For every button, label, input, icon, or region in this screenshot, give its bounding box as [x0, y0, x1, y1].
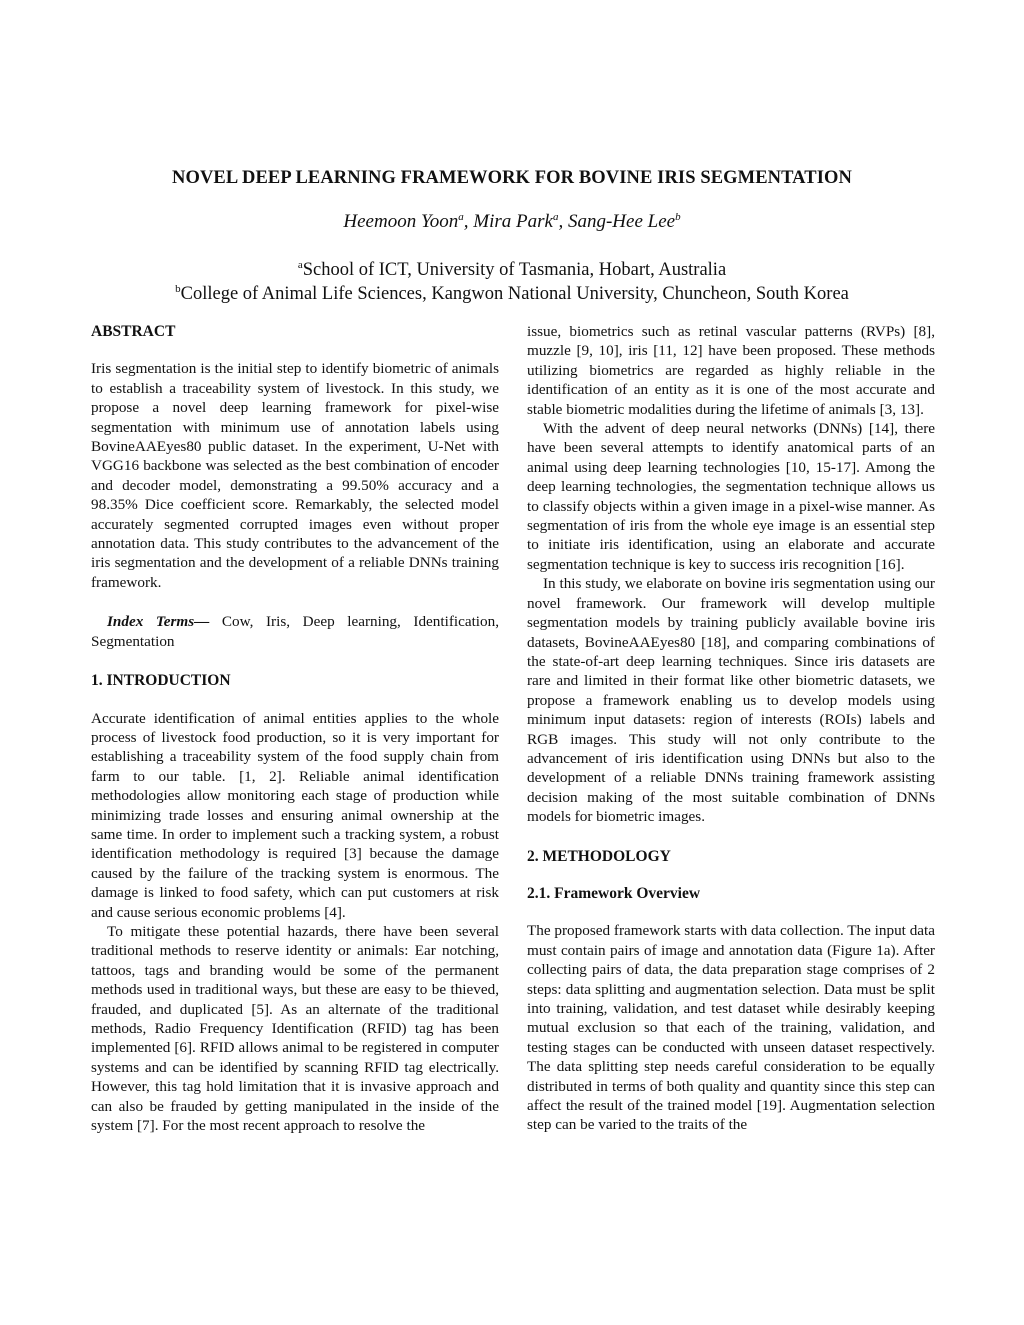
framework-overview-subheading: 2.1. Framework Overview	[527, 884, 701, 902]
index-terms-text: Cow, Iris, Deep learning, Identification, Segmentation	[91, 613, 499, 650]
affiliation-text: College of Animal Life Sciences, Kangwon National University, Chuncheon, South Korea	[180, 284, 849, 304]
author-name: Sang-Hee Lee	[567, 211, 676, 232]
index-terms-label: Index Terms—	[107, 613, 210, 631]
introduction-paragraph-continued: issue, biometrics such as retinal vascular patterns (RVPs) [8], muzzle [9, 10], iris [11, 12] have been proposed. These methods utilizing biometrics are regarded as highly reliable in the identification of an entity as it is one of the most accurate and stable biometric modalities during the lifetime of animals [3, 13].	[527, 323, 935, 418]
author-list	[0, 211, 1024, 233]
introduction-paragraph: Accurate identification of animal entities applies to the whole process of livestock food production, so it is very important for establishing a traceability system of the food supply chain from farm to our table. [1, 2]. Reliable animal identification methodologies allow monitoring each stage of production while minimizing trade losses and ensuring animal ownership at the same time. In order to implement such a tracking system, a robust identification methodology is required [3] because the damage caused by the failure of the tracking system is enormous. The damage is linked to food safety, which can put customers at risk and cause serious economic problems [4].	[91, 709, 499, 921]
methodology-heading: 2. METHODOLOGY	[527, 847, 671, 865]
introduction-paragraph: With the advent of deep neural networks (DNNs) [14], there have been several attempts to identify anatomical parts of an animal using deep learning technologies [10, 15-17]. Among the deep learning technologies, the segmentation technique allows us to classify objects within a given image in a pixel-wise manner. As segmentation of iris from the whole eye image is an essential step to initiate iris identification, using an elaborate and accurate segmentation technique is key to success iris recognition [16].	[527, 420, 935, 573]
affiliation-mark: a	[297, 259, 303, 271]
author-affiliation-mark: b	[675, 211, 681, 223]
introduction-paragraph: In this study, we elaborate on bovine iris segmentation using our novel framework. Our framework will develop multiple segmentation models by training publicly available bovine iris datasets, BovineAAEyes80 [18], and comparing combinations of the state-of-art deep learning techniques. Since iris datasets are rare and limited in their format like other biometric datasets, we propose a framework enabling us to develop models using minimum input datasets: region of interests (ROIs) labels and RGB images. This study will not only contribute to the advancement of iris identification using DNNs but also to the development of a reliable DNNs training framework assisting decision making of the most suitable combination of DNNs models for biometric images.	[527, 575, 935, 826]
abstract-heading: ABSTRACT	[91, 323, 176, 340]
author-affiliation-mark: a	[552, 211, 559, 223]
abstract-text: Iris segmentation is the initial step to identify biometric of animals to establish a traceability system of livestock. In this study, we propose a novel deep learning framework for pixel-wise segmentation with minimum use of annotation labels using BovineAAEyes80 public dataset. In the experiment, U-Net with VGG16 backbone was selected as the best combination of encoder and decoder model, demonstrating a 99.50% accuracy and a 98.35% Dice coefficient score. Remarkably, the selected model accurately segmented corrupted images even without proper annotation data. This study contributes to the advancement of the iris segmentation and the development of a reliable DNNs training framework.	[91, 360, 499, 591]
introduction-paragraph: To mitigate these potential hazards, there have been several traditional methods to reserve identity or animals: Ear notching, tattoos, tags and branding would be some of the permanent methods used in traditional ways, but these are easy to be thieved, frauded, and duplicated [5]. As an alternate of the traditional methods, Radio Frequency Identification (RFID) tag has been implemented [6]. RFID allows animal to be registered in computer systems and can be identified by scanning RFID tag electrically. However, this tag hold limitation that it is invasive approach and can also be frauded by getting manipulated in the inside of the system [7]. For the most recent approach to resolve the	[91, 922, 499, 1135]
affiliation-a	[0, 260, 1024, 281]
author-name: Mira Park	[473, 211, 553, 232]
introduction-heading: 1. INTRODUCTION	[91, 672, 231, 690]
author-separator: ,	[558, 211, 568, 232]
author-separator: ,	[463, 211, 474, 232]
author-name: Heemoon Yoon	[343, 211, 459, 232]
paper-title: NOVEL DEEP LEARNING FRAMEWORK FOR BOVINE IRIS SEGMENTATION	[172, 168, 852, 188]
index-terms	[91, 612, 499, 651]
methodology-paragraph: The proposed framework starts with data collection. The input data must contain pairs of image and annotation data (Figure 1a). After collecting pairs of data, the data preparation stage comprises of 2 steps: data splitting and augmentation selection. Data must be split into training, validation, and test dataset while desirably keeping mutual exclusion so that each of the training, validation, and testing stages can be conducted with unseen dataset respectively. The data splitting step needs careful consideration to be equally distributed in terms of both quality and quantity since this step can affect the result of the trained model [19]. Augmentation selection step can be varied to the traits of the	[527, 922, 935, 1134]
affiliation-b	[0, 284, 1024, 305]
affiliation-text: School of ICT, University of Tasmania, Hobart, Australia	[302, 260, 727, 280]
right-column	[527, 322, 935, 1135]
author-affiliation-mark: a	[458, 211, 464, 223]
affiliation-mark: b	[175, 283, 181, 295]
left-column	[91, 322, 499, 1135]
